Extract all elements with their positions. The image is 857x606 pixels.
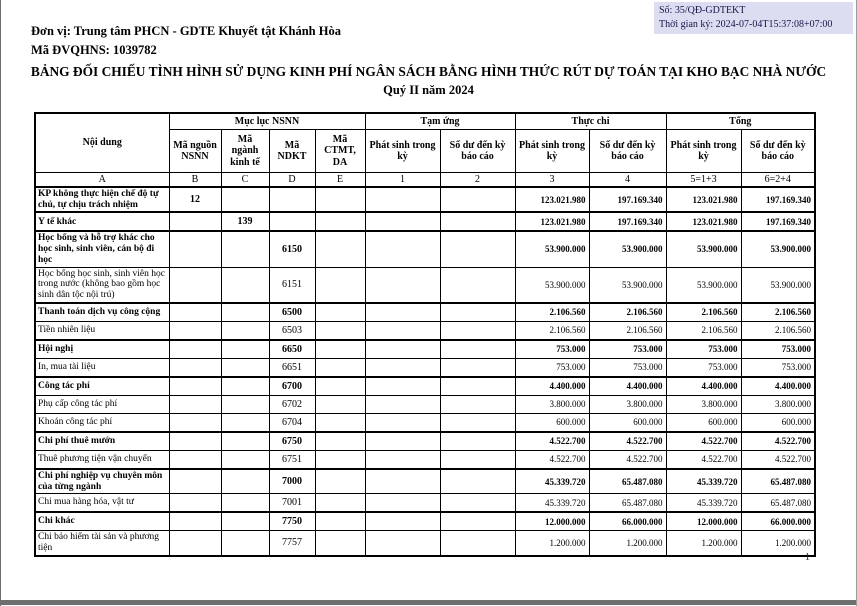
table-row bbox=[35, 469, 815, 494]
amount-cell bbox=[440, 469, 515, 494]
code-cell bbox=[169, 469, 221, 494]
row-label: In, mua tài liệu bbox=[35, 358, 169, 377]
amount-cell bbox=[440, 531, 515, 556]
amount-cell bbox=[440, 377, 515, 396]
code-cell bbox=[169, 432, 221, 451]
amount-cell: 53.900.000 bbox=[589, 267, 666, 303]
amount-cell: 197.169.340 bbox=[589, 187, 666, 212]
col-header-ma-ctmt-da: Mã CTMT, DA bbox=[315, 130, 365, 173]
row-label: Học bổng và hỗ trợ khác cho học sinh, sinh viên, cán bộ đi học bbox=[35, 231, 169, 267]
amount-cell: 66.000.000 bbox=[589, 512, 666, 531]
letter-cell: 6=2+4 bbox=[741, 173, 815, 188]
table-row bbox=[35, 531, 815, 556]
code-cell: 139 bbox=[221, 212, 269, 231]
amount-cell: 53.900.000 bbox=[515, 231, 589, 267]
table-row bbox=[35, 212, 815, 231]
amount-cell: 2.106.560 bbox=[741, 321, 815, 340]
amount-cell: 4.522.700 bbox=[666, 432, 741, 451]
code-cell bbox=[315, 303, 365, 322]
amount-cell: 753.000 bbox=[515, 358, 589, 377]
col-group-tong: Tổng bbox=[666, 113, 815, 130]
amount-cell: 753.000 bbox=[666, 340, 741, 359]
table-row bbox=[35, 395, 815, 413]
report-table bbox=[34, 112, 816, 557]
amount-cell: 197.169.340 bbox=[741, 212, 815, 231]
code-cell bbox=[315, 377, 365, 396]
table-row bbox=[35, 358, 815, 377]
row-label: Công tác phí bbox=[35, 377, 169, 396]
col-header-tong-phat-sinh: Phát sinh trong kỳ bbox=[666, 130, 741, 173]
amount-cell: 4.522.700 bbox=[741, 450, 815, 469]
code-cell bbox=[315, 512, 365, 531]
code-cell bbox=[315, 231, 365, 267]
amount-cell: 600.000 bbox=[515, 413, 589, 432]
row-label: Tiền nhiên liệu bbox=[35, 321, 169, 340]
table-row bbox=[35, 432, 815, 451]
window-bottom-edge bbox=[1, 600, 856, 605]
amount-cell bbox=[440, 432, 515, 451]
code-cell bbox=[221, 377, 269, 396]
amount-cell bbox=[440, 358, 515, 377]
code-cell bbox=[315, 340, 365, 359]
amount-cell: 2.106.560 bbox=[515, 303, 589, 322]
row-label: Y tế khác bbox=[35, 212, 169, 231]
row-label: Chi mua hàng hóa, vật tư bbox=[35, 494, 169, 513]
table-row bbox=[35, 321, 815, 340]
amount-cell: 2.106.560 bbox=[666, 321, 741, 340]
amount-cell bbox=[440, 187, 515, 212]
code-cell: 6151 bbox=[269, 267, 315, 303]
signature-number: Số: 35/QĐ-GDTEKT bbox=[659, 5, 746, 16]
row-label: Chi khác bbox=[35, 512, 169, 531]
code-cell bbox=[221, 450, 269, 469]
code-cell bbox=[169, 321, 221, 340]
letter-cell: 3 bbox=[515, 173, 589, 188]
amount-cell bbox=[365, 321, 440, 340]
amount-cell: 197.169.340 bbox=[741, 187, 815, 212]
amount-cell: 753.000 bbox=[741, 340, 815, 359]
amount-cell: 45.339.720 bbox=[515, 494, 589, 513]
letter-cell: D bbox=[269, 173, 315, 188]
col-group-muc-luc-nsnn: Mục lục NSNN bbox=[169, 113, 365, 130]
row-label: Khoán công tác phí bbox=[35, 413, 169, 432]
header-group-row bbox=[35, 113, 815, 130]
amount-cell: 753.000 bbox=[666, 358, 741, 377]
amount-cell: 753.000 bbox=[589, 358, 666, 377]
code-cell: 7000 bbox=[269, 469, 315, 494]
amount-cell: 53.900.000 bbox=[741, 267, 815, 303]
col-header-thuc-chi-so-du: Số dư đến kỳ báo cáo bbox=[589, 130, 666, 173]
amount-cell: 600.000 bbox=[666, 413, 741, 432]
table-row bbox=[35, 231, 815, 267]
amount-cell: 65.487.080 bbox=[589, 494, 666, 513]
code-cell bbox=[169, 450, 221, 469]
amount-cell: 4.522.700 bbox=[741, 432, 815, 451]
code-cell bbox=[315, 469, 365, 494]
code-cell bbox=[221, 187, 269, 212]
letter-cell: B bbox=[169, 173, 221, 188]
row-label: KP không thực hiện chế độ tự chủ, tự chịu trách nhiệm bbox=[35, 187, 169, 212]
amount-cell bbox=[365, 395, 440, 413]
amount-cell: 123.021.980 bbox=[515, 187, 589, 212]
table-row bbox=[35, 450, 815, 469]
amount-cell: 123.021.980 bbox=[666, 187, 741, 212]
code-cell bbox=[169, 212, 221, 231]
code-cell: 6650 bbox=[269, 340, 315, 359]
code-cell bbox=[221, 494, 269, 513]
col-header-ma-nguon-nsnn: Mã nguồn NSNN bbox=[169, 130, 221, 173]
amount-cell: 4.522.700 bbox=[666, 450, 741, 469]
code-cell: 7757 bbox=[269, 531, 315, 556]
amount-cell: 4.522.700 bbox=[515, 450, 589, 469]
code-cell bbox=[169, 267, 221, 303]
code-cell: 6503 bbox=[269, 321, 315, 340]
letter-cell: E bbox=[315, 173, 365, 188]
amount-cell: 753.000 bbox=[515, 340, 589, 359]
report-title: BẢNG ĐỐI CHIẾU TÌNH HÌNH SỬ DỤNG KINH PHÍ NGÂN SÁCH BẰNG HÌNH THỨC RÚT DỰ TOÁN TẠI KHO BẠC NHÀ NƯỚC bbox=[30, 64, 827, 79]
code-cell: 6704 bbox=[269, 413, 315, 432]
amount-cell bbox=[440, 340, 515, 359]
code-cell bbox=[315, 187, 365, 212]
code-cell bbox=[221, 432, 269, 451]
code-cell bbox=[169, 531, 221, 556]
amount-cell: 600.000 bbox=[589, 413, 666, 432]
code-cell bbox=[269, 187, 315, 212]
amount-cell bbox=[365, 413, 440, 432]
amount-cell bbox=[365, 358, 440, 377]
code-cell: 6702 bbox=[269, 395, 315, 413]
row-label: Chi bảo hiểm tài sản và phương tiện bbox=[35, 531, 169, 556]
amount-cell bbox=[365, 303, 440, 322]
amount-cell bbox=[365, 212, 440, 231]
amount-cell: 2.106.560 bbox=[515, 321, 589, 340]
col-group-tam-ung: Tạm ứng bbox=[365, 113, 515, 130]
amount-cell: 600.000 bbox=[741, 413, 815, 432]
col-group-thuc-chi: Thực chi bbox=[515, 113, 666, 130]
code-cell bbox=[169, 413, 221, 432]
amount-cell bbox=[440, 413, 515, 432]
code-cell: 12 bbox=[169, 187, 221, 212]
amount-cell bbox=[440, 212, 515, 231]
table-row bbox=[35, 494, 815, 513]
amount-cell: 1.200.000 bbox=[515, 531, 589, 556]
letter-cell: 4 bbox=[589, 173, 666, 188]
table-row bbox=[35, 187, 815, 212]
amount-cell: 1.200.000 bbox=[666, 531, 741, 556]
letter-cell: 2 bbox=[440, 173, 515, 188]
code-cell bbox=[169, 358, 221, 377]
amount-cell bbox=[440, 231, 515, 267]
amount-cell bbox=[365, 432, 440, 451]
amount-cell bbox=[365, 450, 440, 469]
code-cell bbox=[169, 303, 221, 322]
col-header-tam-ung-phat-sinh: Phát sinh trong kỳ bbox=[365, 130, 440, 173]
code-cell bbox=[169, 231, 221, 267]
amount-cell: 2.106.560 bbox=[666, 303, 741, 322]
code-cell: 6651 bbox=[269, 358, 315, 377]
report-table-header bbox=[35, 113, 815, 187]
amount-cell: 2.106.560 bbox=[741, 303, 815, 322]
report-period: Quý II năm 2024 bbox=[383, 83, 474, 97]
amount-cell: 2.106.560 bbox=[589, 303, 666, 322]
letter-cell: 1 bbox=[365, 173, 440, 188]
amount-cell: 12.000.000 bbox=[666, 512, 741, 531]
report-table-body bbox=[35, 187, 815, 556]
amount-cell: 753.000 bbox=[741, 358, 815, 377]
code-cell bbox=[315, 395, 365, 413]
amount-cell: 2.106.560 bbox=[589, 321, 666, 340]
code-cell bbox=[169, 340, 221, 359]
amount-cell: 197.169.340 bbox=[589, 212, 666, 231]
amount-cell: 4.522.700 bbox=[515, 432, 589, 451]
letter-cell: 5=1+3 bbox=[666, 173, 741, 188]
amount-cell: 53.900.000 bbox=[666, 231, 741, 267]
letter-cell: A bbox=[35, 173, 169, 188]
amount-cell: 45.339.720 bbox=[666, 494, 741, 513]
amount-cell: 123.021.980 bbox=[515, 212, 589, 231]
code-cell bbox=[315, 432, 365, 451]
amount-cell: 12.000.000 bbox=[515, 512, 589, 531]
code-cell bbox=[221, 531, 269, 556]
amount-cell: 45.339.720 bbox=[666, 469, 741, 494]
table-row bbox=[35, 512, 815, 531]
digital-signature-stamp bbox=[654, 2, 853, 34]
amount-cell bbox=[440, 303, 515, 322]
code-cell bbox=[221, 303, 269, 322]
amount-cell bbox=[440, 450, 515, 469]
amount-cell: 65.487.080 bbox=[741, 494, 815, 513]
amount-cell bbox=[440, 321, 515, 340]
code-cell: 7750 bbox=[269, 512, 315, 531]
row-label: Học bổng học sinh, sinh viên học trong nước (không bao gồm học sinh dân tộc nội trú) bbox=[35, 267, 169, 303]
code-cell bbox=[221, 469, 269, 494]
code-cell bbox=[315, 494, 365, 513]
table-row bbox=[35, 267, 815, 303]
letter-cell: C bbox=[221, 173, 269, 188]
amount-cell bbox=[440, 494, 515, 513]
amount-cell bbox=[365, 512, 440, 531]
code-cell: 6750 bbox=[269, 432, 315, 451]
amount-cell bbox=[440, 267, 515, 303]
amount-cell: 753.000 bbox=[589, 340, 666, 359]
amount-cell bbox=[365, 494, 440, 513]
code-cell: 6700 bbox=[269, 377, 315, 396]
col-header-noi-dung: Nội dung bbox=[35, 113, 169, 173]
amount-cell bbox=[365, 469, 440, 494]
amount-cell bbox=[365, 340, 440, 359]
code-cell: 6150 bbox=[269, 231, 315, 267]
amount-cell: 53.900.000 bbox=[589, 231, 666, 267]
code-cell bbox=[221, 413, 269, 432]
code-cell bbox=[315, 531, 365, 556]
amount-cell bbox=[365, 187, 440, 212]
amount-cell: 123.021.980 bbox=[666, 212, 741, 231]
row-label: Thuê phương tiện vận chuyển bbox=[35, 450, 169, 469]
column-letter-row bbox=[35, 173, 815, 188]
col-header-tam-ung-so-du: Số dư đến kỳ báo cáo bbox=[440, 130, 515, 173]
amount-cell bbox=[365, 231, 440, 267]
code-cell bbox=[221, 395, 269, 413]
code-cell: 6751 bbox=[269, 450, 315, 469]
amount-cell bbox=[440, 395, 515, 413]
code-cell bbox=[315, 267, 365, 303]
amount-cell: 53.900.000 bbox=[741, 231, 815, 267]
unit-code: Mã ĐVQHNS: 1039782 bbox=[31, 43, 157, 57]
col-header-ma-nganh-kinh-te: Mã ngành kinh tế bbox=[221, 130, 269, 173]
code-cell: 7001 bbox=[269, 494, 315, 513]
signature-timestamp: Thời gian ký: 2024-07-04T15:37:08+07:00 bbox=[659, 18, 833, 30]
amount-cell: 3.800.000 bbox=[741, 395, 815, 413]
amount-cell: 45.339.720 bbox=[515, 469, 589, 494]
code-cell bbox=[169, 512, 221, 531]
col-header-thuc-chi-phat-sinh: Phát sinh trong kỳ bbox=[515, 130, 589, 173]
code-cell bbox=[221, 321, 269, 340]
code-cell bbox=[169, 395, 221, 413]
amount-cell: 4.400.000 bbox=[741, 377, 815, 396]
amount-cell: 4.400.000 bbox=[589, 377, 666, 396]
amount-cell bbox=[365, 267, 440, 303]
code-cell bbox=[315, 450, 365, 469]
amount-cell: 53.900.000 bbox=[515, 267, 589, 303]
code-cell bbox=[221, 340, 269, 359]
amount-cell: 4.400.000 bbox=[666, 377, 741, 396]
amount-cell: 4.522.700 bbox=[589, 450, 666, 469]
code-cell bbox=[269, 212, 315, 231]
row-label: Phụ cấp công tác phí bbox=[35, 395, 169, 413]
amount-cell bbox=[365, 531, 440, 556]
code-cell bbox=[221, 267, 269, 303]
col-header-ma-ndkt: Mã NDKT bbox=[269, 130, 315, 173]
amount-cell: 1.200.000 bbox=[589, 531, 666, 556]
amount-cell: 4.522.700 bbox=[589, 432, 666, 451]
code-cell bbox=[221, 358, 269, 377]
code-cell bbox=[315, 321, 365, 340]
amount-cell: 1.200.000 bbox=[741, 531, 815, 556]
amount-cell: 65.487.080 bbox=[589, 469, 666, 494]
code-cell bbox=[315, 358, 365, 377]
row-label: Chi phí nghiệp vụ chuyên môn của từng ngành bbox=[35, 469, 169, 494]
code-cell bbox=[221, 231, 269, 267]
code-cell bbox=[315, 212, 365, 231]
col-header-tong-so-du: Số dư đến kỳ báo cáo bbox=[741, 130, 815, 173]
table-row bbox=[35, 413, 815, 432]
amount-cell: 4.400.000 bbox=[515, 377, 589, 396]
amount-cell: 53.900.000 bbox=[666, 267, 741, 303]
amount-cell: 3.800.000 bbox=[589, 395, 666, 413]
table-row bbox=[35, 340, 815, 359]
amount-cell: 3.800.000 bbox=[666, 395, 741, 413]
row-label: Chi phí thuê mướn bbox=[35, 432, 169, 451]
amount-cell: 3.800.000 bbox=[515, 395, 589, 413]
page-number: 1 bbox=[805, 552, 810, 563]
amount-cell bbox=[365, 377, 440, 396]
table-row bbox=[35, 303, 815, 322]
table-row bbox=[35, 377, 815, 396]
row-label: Hội nghị bbox=[35, 340, 169, 359]
amount-cell: 65.487.080 bbox=[741, 469, 815, 494]
row-label: Thanh toán dịch vụ công cộng bbox=[35, 303, 169, 322]
code-cell bbox=[169, 377, 221, 396]
code-cell bbox=[315, 413, 365, 432]
amount-cell: 66.000.000 bbox=[741, 512, 815, 531]
unit-name: Đơn vị: Trung tâm PHCN - GDTE Khuyết tật Khánh Hòa bbox=[31, 24, 341, 38]
code-cell bbox=[169, 494, 221, 513]
code-cell bbox=[221, 512, 269, 531]
amount-cell bbox=[440, 512, 515, 531]
code-cell: 6500 bbox=[269, 303, 315, 322]
